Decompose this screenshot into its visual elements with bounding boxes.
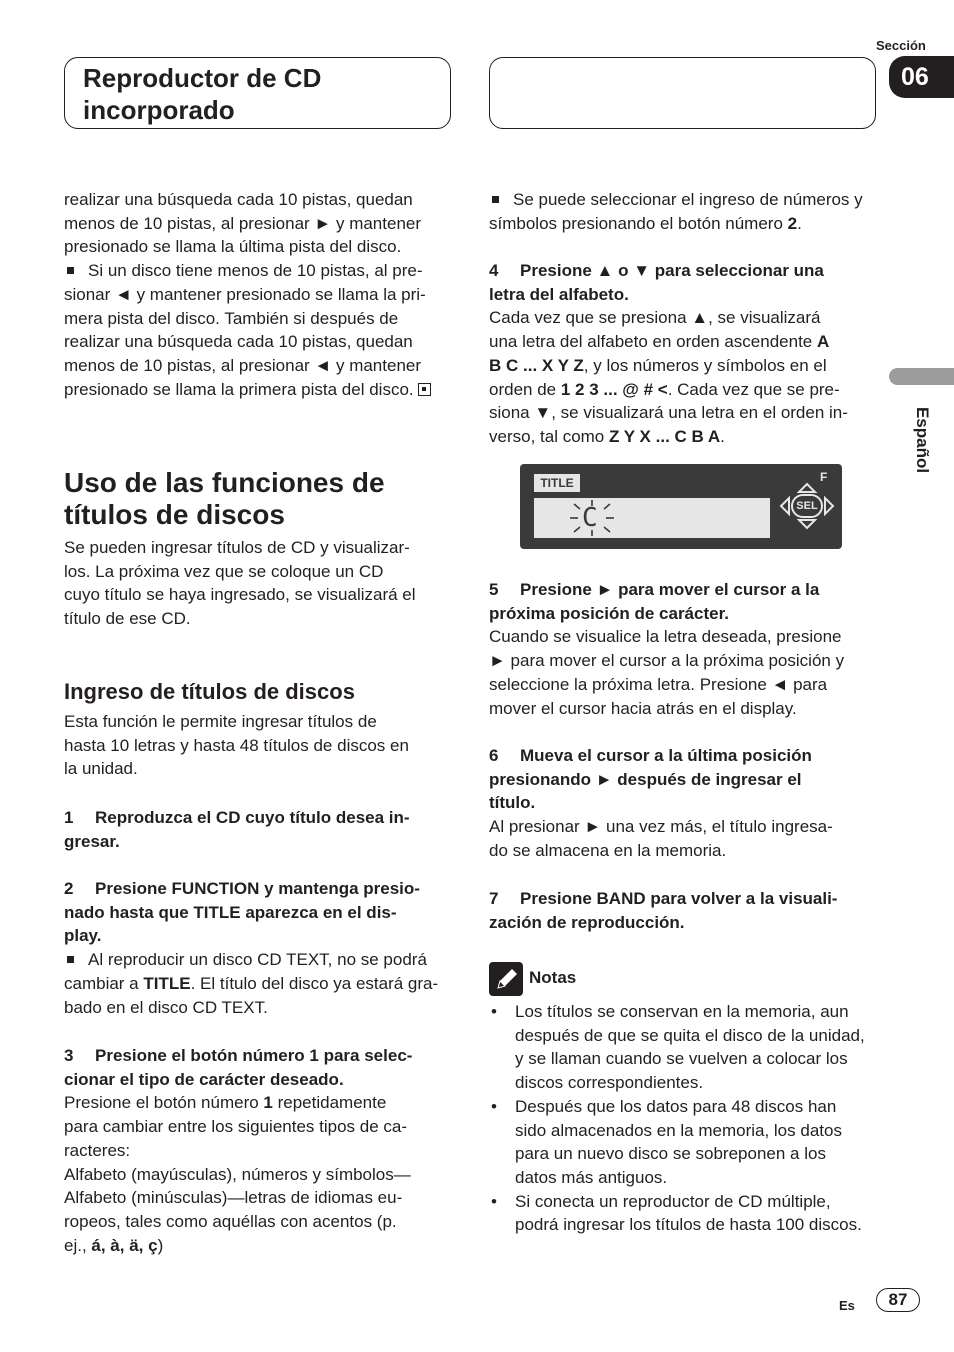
body-text: orden de bbox=[489, 379, 561, 399]
note-line: sido almacenados en la memoria, los datos bbox=[515, 1120, 842, 1140]
step-heading bbox=[489, 578, 879, 625]
bullet-line: sionar ◄ y mantener presionado se llama la pri- bbox=[64, 284, 426, 304]
step-7 bbox=[489, 887, 879, 934]
lcd-screen bbox=[534, 498, 770, 538]
bullet-text: símbolos presionando el botón número bbox=[489, 213, 788, 233]
bullet-text: Al reproducir un disco CD TEXT, no se podrá bbox=[88, 950, 427, 970]
sel-joystick-icon bbox=[778, 482, 836, 530]
body-line: siona ▼, se visualizará una letra en el orden in- bbox=[489, 403, 848, 423]
body-text: . Cada vez que se pre- bbox=[667, 379, 840, 399]
note-line: Los títulos se conservan en la memoria, aun bbox=[515, 1002, 849, 1021]
body-text: , y los números y símbolos en el bbox=[583, 355, 827, 375]
step-text: Presione BAND para volver a la visuali- bbox=[520, 889, 838, 908]
bullet-text: . El título del disco ya estará gra- bbox=[190, 973, 439, 993]
step-number: 3 bbox=[64, 1046, 74, 1065]
note-line: Después que los datos para 48 discos han bbox=[515, 1096, 837, 1116]
header-title-box bbox=[64, 57, 451, 129]
bullet-square-icon bbox=[492, 196, 499, 203]
body-line: la unidad. bbox=[64, 759, 138, 779]
note-line: discos correspondientes. bbox=[515, 1073, 704, 1093]
page-number: 87 bbox=[876, 1288, 920, 1312]
bullet-line: bado en el disco CD TEXT. bbox=[64, 997, 268, 1017]
body-line bbox=[489, 378, 879, 402]
note-line: para un nuevo disco se sobreponen a los bbox=[515, 1144, 826, 1164]
step-heading bbox=[64, 1044, 454, 1091]
step-text: Mueva el cursor a la última posición bbox=[520, 746, 812, 765]
step-text: próxima posición de carácter. bbox=[489, 603, 729, 623]
section-body bbox=[64, 536, 454, 631]
body-bold: Z Y X ... C B A bbox=[609, 426, 721, 446]
body-line: ► para mover el cursor a la próxima posición y bbox=[489, 651, 845, 671]
section-heading bbox=[64, 467, 454, 531]
bullet-square-icon bbox=[67, 267, 74, 274]
body-bold: A bbox=[816, 332, 830, 352]
page-title bbox=[83, 62, 321, 126]
step-line bbox=[64, 1044, 454, 1068]
bullet-bold: 2 bbox=[787, 213, 798, 233]
intro-line: menos de 10 pistas, al presionar ► y mantener bbox=[64, 213, 422, 233]
subsection-heading: Ingreso de títulos de discos bbox=[64, 679, 355, 704]
body-line bbox=[489, 330, 879, 354]
step-text: Reproduzca el CD cuyo título desea in- bbox=[95, 808, 410, 827]
bullet-line bbox=[64, 378, 454, 402]
step-heading bbox=[64, 806, 454, 830]
body-line bbox=[489, 425, 879, 449]
step-line bbox=[489, 259, 879, 283]
step-number: 6 bbox=[489, 746, 499, 765]
body-line bbox=[64, 1091, 454, 1115]
bullet-text: Si un disco tiene menos de 10 pistas, al pre- bbox=[88, 261, 423, 281]
sel-label: SEL bbox=[796, 500, 818, 512]
step-2 bbox=[64, 877, 454, 1019]
body-bold: 1 2 3 ... @ # < bbox=[560, 379, 668, 399]
end-mark-icon bbox=[418, 383, 431, 396]
body-line: Esta función le permite ingresar títulos de bbox=[64, 712, 377, 731]
page-title-line1: Reproductor de CD bbox=[83, 63, 322, 93]
bullet-line bbox=[64, 948, 454, 972]
body-bold: 1 bbox=[263, 1093, 273, 1113]
body-text: verso, tal como bbox=[489, 426, 609, 446]
bullet-square-icon bbox=[67, 956, 74, 963]
bullet-line bbox=[489, 188, 879, 212]
body-line: Al presionar ► una vez más, el título ingresa- bbox=[489, 817, 833, 837]
bullet-text: cambiar a bbox=[64, 973, 144, 993]
step-text: título. bbox=[489, 793, 536, 813]
bullet-line bbox=[64, 259, 454, 283]
body-text: repetidamente bbox=[272, 1093, 387, 1113]
body-line: para cambiar entre los siguientes tipos de ca- bbox=[64, 1117, 408, 1137]
body-line: Cuando se visualice la letra deseada, presione bbox=[489, 627, 842, 647]
body-line: Se pueden ingresar títulos de CD y visualizar- bbox=[64, 538, 410, 557]
bullet-bold: TITLE bbox=[143, 973, 191, 993]
note-bullet-icon: • bbox=[491, 1191, 497, 1211]
step-heading bbox=[489, 744, 879, 815]
step-text: cionar el tipo de carácter deseado. bbox=[64, 1069, 344, 1089]
bullet-line bbox=[64, 972, 454, 996]
body-line: seleccione la próxima letra. Presione ◄ para bbox=[489, 674, 828, 694]
footer-language-code: Es bbox=[839, 1298, 855, 1313]
note-line: Si conecta un reproductor de CD múltiple, bbox=[515, 1191, 831, 1211]
step-number: 2 bbox=[64, 879, 74, 898]
lcd-f-indicator: F bbox=[820, 470, 828, 484]
right-top-bullet bbox=[489, 188, 879, 235]
body-line bbox=[489, 354, 879, 378]
section-number-badge: 06 bbox=[889, 56, 954, 98]
notes-header bbox=[489, 962, 689, 996]
note-line: datos más antiguos. bbox=[515, 1167, 668, 1187]
bullet-line: mera pista del disco. También si después de bbox=[64, 308, 399, 328]
body-line: los. La próxima vez que se coloque un CD bbox=[64, 561, 384, 581]
step-3 bbox=[64, 1044, 454, 1257]
intro-line: presionado se llama la última pista del disco. bbox=[64, 237, 402, 257]
step-number: 5 bbox=[489, 580, 499, 599]
body-text: . bbox=[720, 426, 725, 446]
body-text: ej., bbox=[64, 1235, 92, 1255]
step-6 bbox=[489, 744, 879, 863]
body-line: ropeos, tales como aquéllas con acentos (p. bbox=[64, 1211, 397, 1231]
step-number: 1 bbox=[64, 808, 74, 827]
bullet-line bbox=[489, 212, 879, 236]
subsection-body bbox=[64, 710, 454, 781]
note-item bbox=[489, 1190, 889, 1237]
body-text: Presione el botón número bbox=[64, 1093, 264, 1113]
step-5 bbox=[489, 578, 879, 720]
bullet-text: . bbox=[797, 213, 802, 233]
step-text: Presione ► para mover el cursor a la bbox=[520, 580, 820, 599]
body-text: ) bbox=[157, 1235, 164, 1255]
note-line: y se llaman cuando se vuelven a colocar los bbox=[515, 1049, 848, 1069]
header-empty-box bbox=[489, 57, 876, 129]
step-text: Presione FUNCTION y mantenga presio- bbox=[95, 879, 420, 898]
language-tab bbox=[889, 368, 954, 385]
step-text: gresar. bbox=[64, 831, 120, 851]
body-text: una letra del alfabeto en orden ascendente bbox=[489, 332, 817, 352]
step-line bbox=[489, 887, 879, 911]
section-heading-line2: títulos de discos bbox=[64, 499, 285, 530]
step-text: presionando ► después de ingresar el bbox=[489, 769, 802, 789]
subsection-block bbox=[64, 678, 454, 781]
section-heading-line1: Uso de las funciones de bbox=[64, 467, 385, 498]
body-line bbox=[64, 1234, 454, 1258]
step-text: zación de reproducción. bbox=[489, 912, 685, 932]
note-line: podrá ingresar los títulos de hasta 100 discos. bbox=[515, 1215, 862, 1235]
bullet-line: menos de 10 pistas, al presionar ◄ y mantener bbox=[64, 355, 422, 375]
body-bold: B C ... X Y Z bbox=[489, 355, 584, 375]
step-text: play. bbox=[64, 926, 102, 946]
step-heading bbox=[64, 877, 454, 948]
intro-line: realizar una búsqueda cada 10 pistas, quedan bbox=[64, 190, 413, 209]
body-bold: á, à, ä, ç bbox=[91, 1235, 158, 1255]
page-title-line2: incorporado bbox=[83, 95, 235, 125]
bullet-text: Se puede seleccionar el ingreso de números y bbox=[513, 190, 863, 209]
section-label: Sección bbox=[876, 38, 926, 53]
bullet-text: presionado se llama la primera pista del disco. bbox=[64, 379, 414, 399]
step-4 bbox=[489, 259, 879, 449]
lcd-title-tag: TITLE bbox=[534, 474, 580, 492]
step-line bbox=[64, 877, 454, 901]
language-label: Español bbox=[913, 406, 932, 474]
step-line bbox=[489, 744, 879, 768]
note-bullet-icon: • bbox=[491, 1002, 497, 1021]
lcd-letter: C bbox=[582, 503, 598, 533]
step-heading bbox=[489, 259, 879, 306]
lcd-display-illustration bbox=[520, 464, 842, 549]
note-line: después de que se quita el disco de la unidad, bbox=[515, 1025, 865, 1045]
step-1 bbox=[64, 806, 454, 853]
step-text: Presione el botón número 1 para selec- bbox=[95, 1046, 413, 1065]
body-line: título de ese CD. bbox=[64, 609, 191, 629]
step-text: Presione ▲ o ▼ para seleccionar una bbox=[520, 261, 824, 280]
step-text: nado hasta que TITLE aparezca en el dis- bbox=[64, 902, 397, 922]
body-line: cuyo título se haya ingresado, se visualizará el bbox=[64, 585, 416, 605]
notes-list bbox=[489, 1000, 889, 1237]
body-line: racteres: bbox=[64, 1140, 131, 1160]
body-line: Alfabeto (minúsculas)—letras de idiomas eu- bbox=[64, 1188, 403, 1208]
step-number: 7 bbox=[489, 889, 499, 908]
left-column bbox=[64, 188, 454, 401]
note-bullet-icon: • bbox=[491, 1096, 497, 1116]
note-item bbox=[489, 1000, 889, 1095]
body-line: Cada vez que se presiona ▲, se visualizará bbox=[489, 308, 821, 328]
notes-title: Notas bbox=[529, 968, 577, 987]
step-line bbox=[489, 578, 879, 602]
step-number: 4 bbox=[489, 261, 499, 280]
body-line: do se almacena en la memoria. bbox=[489, 840, 727, 860]
body-line: mover el cursor hacia atrás en el display. bbox=[489, 698, 797, 718]
notes-pencil-icon bbox=[489, 962, 523, 996]
body-line: hasta 10 letras y hasta 48 títulos de discos en bbox=[64, 735, 409, 755]
section-heading-block bbox=[64, 467, 454, 631]
note-item bbox=[489, 1095, 889, 1190]
body-line: Alfabeto (mayúsculas), números y símbolos— bbox=[64, 1164, 411, 1184]
bullet-line: realizar una búsqueda cada 10 pistas, quedan bbox=[64, 332, 413, 352]
step-text: letra del alfabeto. bbox=[489, 284, 629, 304]
